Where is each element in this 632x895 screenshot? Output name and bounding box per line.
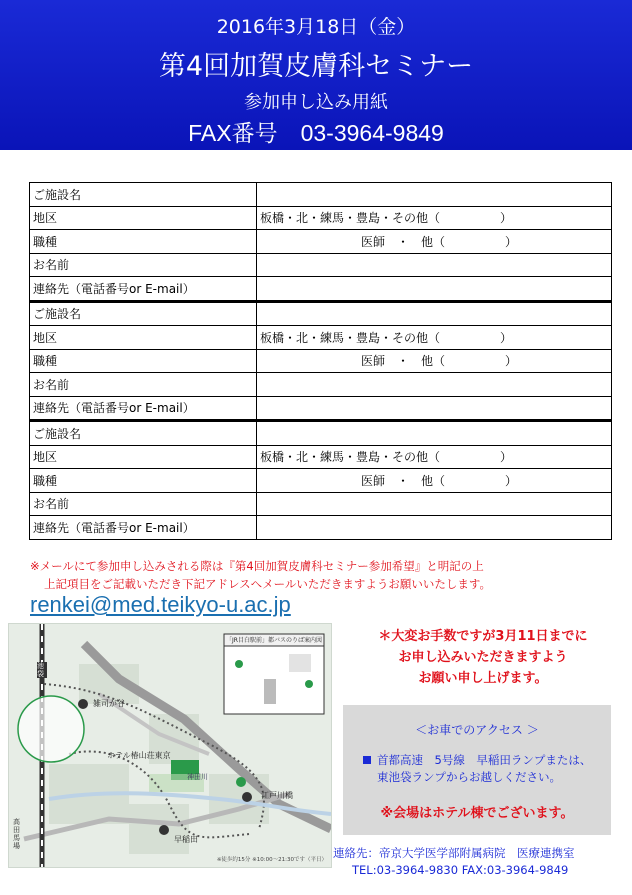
deadline-line2: お申し込みいただきますよう	[398, 650, 568, 665]
form-row	[30, 396, 612, 421]
form-row	[30, 469, 612, 493]
form-row	[30, 445, 612, 469]
form-row	[30, 492, 612, 516]
name-label: お名前	[30, 253, 257, 277]
form-row	[30, 253, 612, 277]
contact-label: 連絡先（電話番号or E-mail）	[30, 516, 257, 540]
job-label: 職種	[30, 349, 257, 373]
venue-warning: ※会場はホテル棟でございます。	[380, 806, 574, 821]
email-note-line2: 上記項目をご記載いただき下記アドレスへメールいただきますようお願いいたします。	[44, 577, 492, 591]
map-ikebukuro-label: 池袋	[37, 662, 47, 678]
facility-label: ご施設名	[30, 421, 257, 446]
car-access-line1: 首都高速 5号線 早稲田ランプまたは、	[377, 753, 592, 767]
map-zoshigaya-label: 雑司が谷	[93, 699, 125, 708]
email-note-line1: ※メールにて参加申し込みされる際は『第4回加賀皮膚科セミナー参加希望』と明記の上	[30, 559, 484, 573]
form-row	[30, 183, 612, 207]
registration-form	[29, 182, 612, 540]
car-access-body	[363, 752, 591, 786]
contact-line2: TEL:03-3964-9830 FAX:03-3964-9849	[352, 863, 569, 877]
area-label: 地区	[30, 206, 257, 230]
form-row	[30, 301, 612, 326]
job-field[interactable]: 医師 ・ 他（ ）	[257, 230, 612, 254]
form-row	[30, 349, 612, 373]
map-inset-title: 「JR目白駅前」都バスのりば案内図	[226, 637, 322, 644]
form-row	[30, 373, 612, 397]
map-waseda-label: 早稲田	[174, 835, 198, 844]
form-row	[30, 516, 612, 540]
contact-field[interactable]	[257, 277, 612, 302]
header-banner	[0, 0, 632, 150]
contact-field[interactable]	[257, 396, 612, 421]
area-label: 地区	[30, 326, 257, 350]
form-row	[30, 206, 612, 230]
name-label: お名前	[30, 492, 257, 516]
deadline-notice	[343, 626, 623, 689]
area-field[interactable]: 板橋・北・練馬・豊島・その他（ ）	[257, 206, 612, 230]
area-label: 地区	[30, 445, 257, 469]
map-takadanobaba-label: 高田馬場	[13, 818, 20, 850]
facility-field[interactable]	[257, 183, 612, 207]
job-field[interactable]: 医師 ・ 他（ ）	[257, 349, 612, 373]
map-footnote: ※徒歩約15分 ※10:00〜21:30です（平日）	[216, 857, 327, 863]
form-row	[30, 421, 612, 446]
form-row	[30, 326, 612, 350]
area-field[interactable]: 板橋・北・練馬・豊島・その他（ ）	[257, 445, 612, 469]
email-note	[30, 557, 491, 593]
contact-line1: 連絡先：帝京大学医学部附属病院 医療連携室	[333, 846, 575, 860]
car-access-line2: 東池袋ランプからお越しください。	[377, 770, 561, 784]
name-field[interactable]	[257, 253, 612, 277]
area-field[interactable]: 板橋・北・練馬・豊島・その他（ ）	[257, 326, 612, 350]
event-date: 2016年3月18日（金）	[216, 16, 416, 38]
map-edogawabashi-label: 江戸川橋	[261, 791, 293, 800]
deadline-line3: お願い申し上げます。	[418, 671, 548, 686]
map-kanda-label: 神田川	[187, 773, 208, 781]
name-field[interactable]	[257, 492, 612, 516]
email-link[interactable]: renkei@med.teikyo-u.ac.jp	[30, 592, 291, 617]
map-hotel-label: ホテル椿山荘東京	[107, 751, 171, 760]
car-access-box	[343, 705, 611, 835]
car-access-title: ＜お車でのアクセス ＞	[415, 723, 539, 737]
facility-field[interactable]	[257, 421, 612, 446]
job-label: 職種	[30, 230, 257, 254]
map-graphic	[9, 624, 331, 867]
form-row	[30, 277, 612, 302]
facility-label: ご施設名	[30, 183, 257, 207]
deadline-line1: ＊大変お手数ですが3月11日までに	[378, 629, 588, 644]
contact-field[interactable]	[257, 516, 612, 540]
form-subtitle: 参加申し込み用紙	[244, 92, 388, 113]
contact-label: 連絡先（電話番号or E-mail）	[30, 396, 257, 421]
job-field[interactable]: 医師 ・ 他（ ）	[257, 469, 612, 493]
access-map	[8, 623, 332, 868]
bullet-square-icon	[363, 756, 371, 764]
name-field[interactable]	[257, 373, 612, 397]
contact-label: 連絡先（電話番号or E-mail）	[30, 277, 257, 302]
facility-label: ご施設名	[30, 301, 257, 326]
form-row	[30, 230, 612, 254]
job-label: 職種	[30, 469, 257, 493]
contact-info	[333, 845, 575, 879]
fax-number: FAX番号 03-3964-9849	[188, 120, 444, 146]
name-label: お名前	[30, 373, 257, 397]
facility-field[interactable]	[257, 301, 612, 326]
event-title: 第4回加賀皮膚科セミナー	[158, 51, 474, 82]
